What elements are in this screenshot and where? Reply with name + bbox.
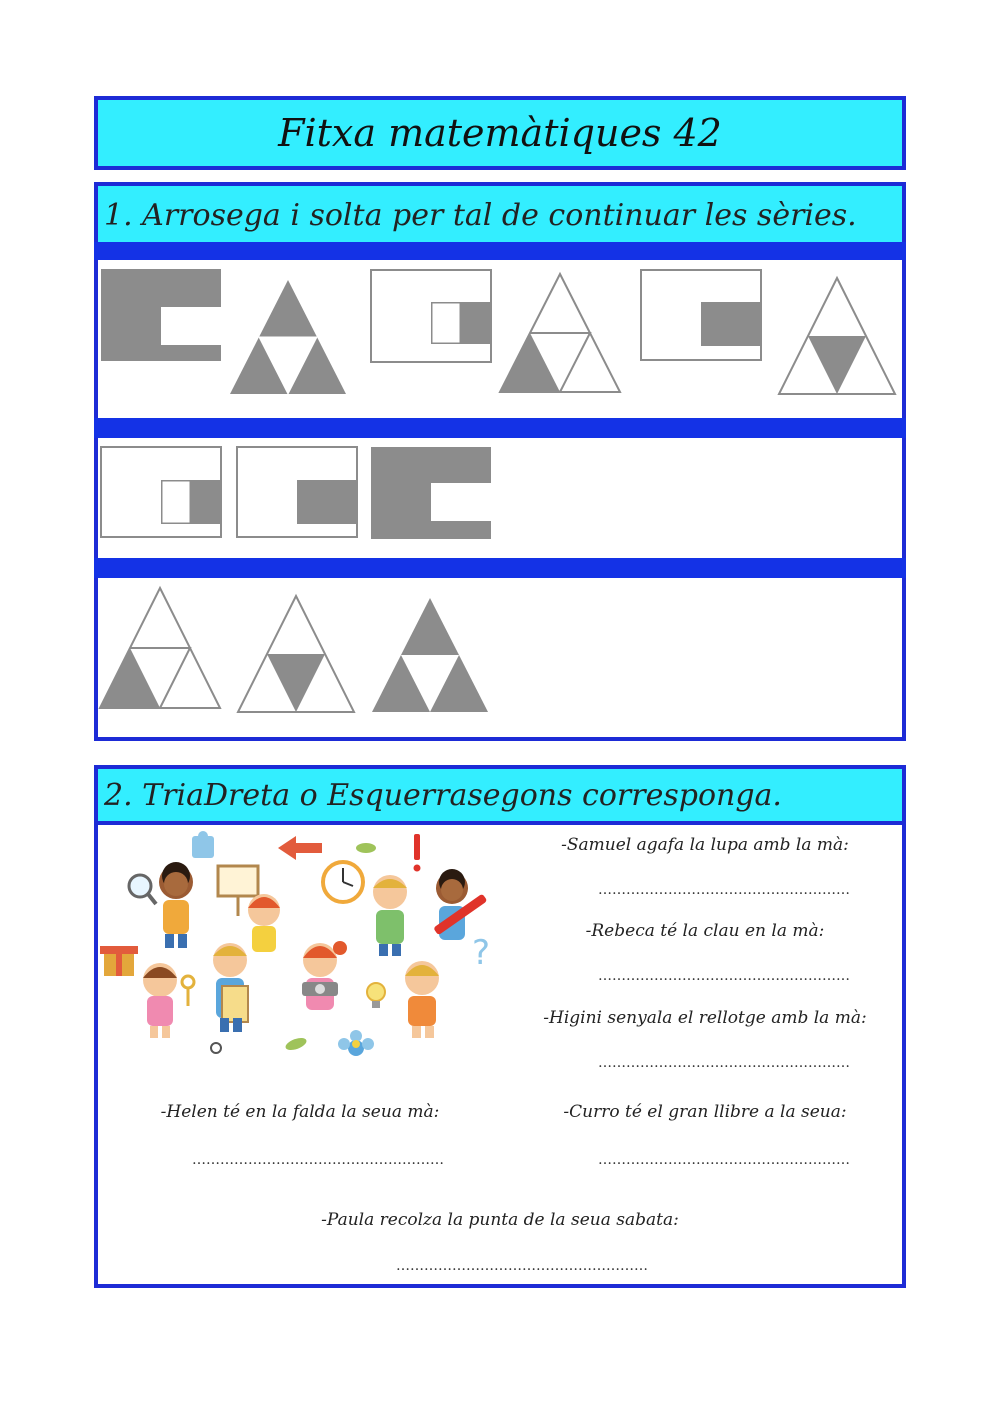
drag-square-2[interactable] [237,447,357,537]
answer-paula[interactable]: ……………………………………………… [396,1258,648,1274]
series-tile-4 [500,274,620,392]
question-helen: -Helen té en la falda la seua mà: [160,1102,440,1122]
page-title-text: Fitxa matemàtiques 42 [278,111,722,155]
series-tile-1 [101,269,221,361]
magnifier-icon [129,875,156,904]
section-1-heading-text: 1. Arrosega i solta per tal de continuar les sèries. [104,197,857,233]
question-higini: -Higini senyala el rellotge amb la mà: [543,1008,867,1028]
question-samuel: -Samuel agafa la lupa amb la mà: [561,835,849,855]
child-higini [373,875,407,956]
child-curro [213,943,248,1032]
answer-samuel[interactable]: ……………………………………………… [598,882,850,898]
gift-icon [100,946,138,976]
question-rebeca: -Rebeca té la clau en la mà: [585,921,825,941]
question-paula: -Paula recolza la punta de la seua sabata: [321,1210,679,1230]
word-dreta: Dreta [204,777,291,813]
series-tile-2 [230,280,346,394]
squares-row [98,440,902,556]
child-girl-sign [248,894,280,952]
child-boy-pencil [433,869,487,940]
section-2-heading-suffix: segons corresponga. [467,777,782,813]
flower-icon [338,1030,374,1056]
series-tile-6 [779,278,895,394]
key-icon [182,976,194,1006]
section-2-heading [94,765,906,825]
answer-rebeca[interactable]: ……………………………………………… [598,968,850,984]
clock-icon [323,862,363,902]
leaf-icon-2 [284,1036,308,1053]
question-icon: ? [472,933,491,973]
leaf-icon [356,843,376,853]
child-paula [302,941,347,1010]
drag-triangle-1[interactable] [100,588,220,708]
answer-higini[interactable]: ……………………………………………… [598,1055,850,1071]
arrow-left-icon [278,836,322,860]
divider-bar-1 [94,242,906,260]
divider-bar-3 [94,558,906,578]
series-row [98,262,902,416]
section-2-heading-mid: o [290,777,328,813]
drag-square-3[interactable] [371,447,491,539]
triangles-row [98,580,902,736]
exclamation-icon [414,834,421,872]
drag-square-1[interactable] [101,447,221,537]
section-1-heading [94,182,906,244]
series-tile-5 [641,270,761,360]
drag-triangle-2[interactable] [238,596,354,712]
drag-triangle-3[interactable] [372,598,488,712]
page-title [94,96,906,170]
puzzle-icon [192,831,214,858]
section-2-heading-prefix: 2. Tria [104,777,204,813]
child-helen [405,961,439,1038]
small-circle-icon [211,1043,221,1053]
question-curro: -Curro té el gran llibre a la seua: [563,1102,847,1122]
lightbulb-icon [367,983,385,1008]
child-rebeca [143,963,177,1038]
series-tile-3 [371,270,491,362]
children-illustration [100,830,500,1060]
answer-curro[interactable]: ……………………………………………… [598,1152,850,1168]
child-samuel [159,862,193,948]
word-esquerra: Esquerra [327,777,468,813]
answer-helen[interactable]: ……………………………………………… [192,1152,444,1168]
divider-bar-2 [94,418,906,438]
